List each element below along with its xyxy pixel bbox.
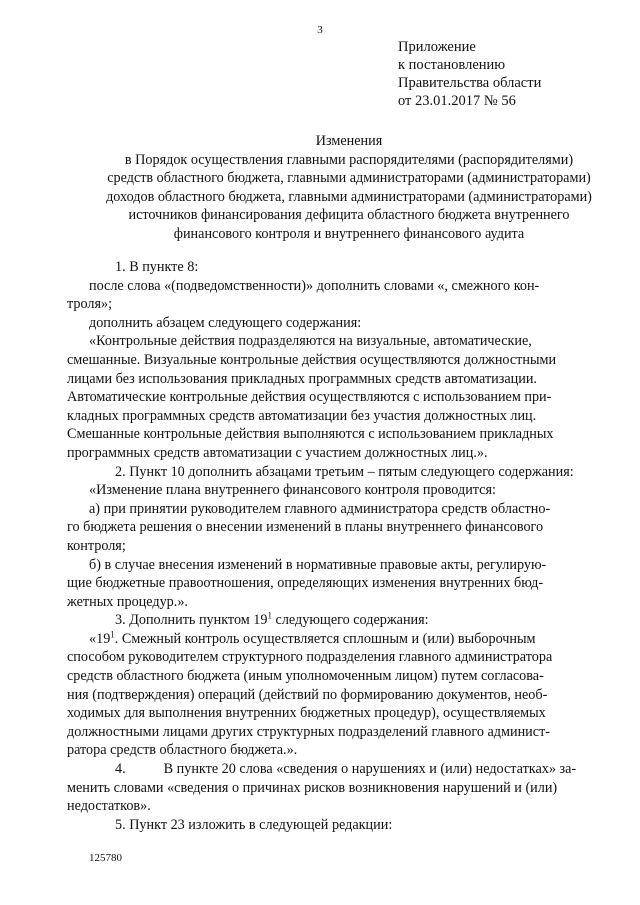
paragraph-1c: [67, 332, 617, 462]
text-line: смешанные. Визуальные контрольные действия осуществляются должностными: [67, 351, 557, 368]
paragraph-5: 5. Пункт 23 изложить в следующей редакции:: [115, 816, 393, 833]
text-line: способом руководителем структурного подразделения главного администратора: [67, 649, 553, 666]
text-fragment: «19: [89, 630, 111, 647]
paragraph-4: [67, 760, 617, 816]
text-line: а) при принятии руководителем главного администратора средств областно-: [89, 500, 551, 517]
title-line: средств областного бюджета, главными администраторами (администраторами): [107, 170, 591, 186]
text-line: «Контрольные действия подразделяются на визуальные, автоматические,: [89, 333, 532, 350]
text-line: программных средств автоматизации с участием должностных лиц.».: [67, 444, 488, 461]
title-line: в Порядок осуществления главными распорядителями (распорядителями): [124, 151, 574, 168]
title-line: доходов областного бюджета, главными администраторами (администраторами): [106, 188, 592, 205]
document-code: 125780: [89, 852, 122, 864]
appendix-line: Правительства области: [398, 75, 542, 91]
text-line: должностными лицами других структурных подразделений главного админист-: [67, 723, 550, 740]
page-number: 3: [317, 24, 323, 36]
text-line: ния (подтверждения) операций (действий по формированию документов, необ-: [67, 686, 548, 703]
paragraph-3: [89, 611, 617, 630]
title-line: источников финансирования дефицита областного бюджета внутреннего: [128, 207, 570, 223]
text-fragment: В пункте 20 слова «сведения о нарушениях и (или) недостатках» за-: [163, 761, 577, 778]
paragraph-3a: [67, 630, 617, 760]
text-line: б) в случае внесения изменений в нормативные правовые акты, регулирую-: [89, 556, 547, 573]
paragraph-1b: дополнить абзацем следующего содержания:: [89, 314, 362, 331]
text-fragment: 3. Дополнить пунктом 19: [115, 612, 268, 629]
text-line: Автоматические контрольные действия осуществляются с использованием при-: [67, 389, 552, 406]
paragraph-2b: [67, 500, 617, 556]
text-line: ходимых для выполнения внутренних бюджетных процедур), осуществляемых: [67, 705, 546, 722]
appendix-line: к постановлению: [398, 57, 506, 73]
document-body: [67, 258, 617, 834]
text-line: [67, 760, 617, 779]
paragraph-2a: «Изменение плана внутреннего финансового контроля проводится:: [89, 482, 496, 499]
text-line: жетных процедур.».: [67, 593, 188, 610]
superscript: 1: [110, 629, 115, 640]
appendix-header: [398, 38, 618, 110]
text-line: лицами без использования прикладных программных средств автоматизации.: [67, 370, 537, 387]
text-line: го бюджета решения о внесении изменений в планы внутреннего финансового: [67, 519, 544, 536]
appendix-line: от 23.01.2017 № 56: [398, 93, 516, 109]
paragraph-2: 2. Пункт 10 дополнить абзацами третьим – пятым следующего содержания:: [115, 463, 574, 480]
text-line: щие бюджетные правоотношения, определяющих изменения внутренних бюд-: [67, 575, 544, 592]
appendix-line: Приложение: [398, 39, 476, 55]
text-fragment: . Смежный контроль осуществляется сплошным и (или) выборочным: [114, 630, 536, 647]
text-line: средств областного бюджета (иным уполномоченным лицом) путем согласова-: [67, 668, 544, 685]
text-line: недостатков».: [67, 798, 151, 815]
text-line: [67, 630, 617, 649]
title-line: финансового контроля и внутреннего финансового аудита: [173, 225, 525, 242]
text-line: после слова «(подведомственности)» дополнить словами «, смежного кон-: [89, 277, 540, 294]
text-fragment: следующего содержания:: [271, 612, 429, 629]
text-line: Смешанные контрольные действия выполняются с использованием прикладных: [67, 426, 554, 443]
document-title: [80, 132, 618, 243]
paragraph-2c: [67, 556, 617, 612]
paragraph-1a-end: троля»;: [67, 296, 113, 313]
title-line: Изменения: [315, 133, 383, 149]
text-line: контроля;: [67, 537, 126, 554]
paragraph-1: 1. В пункте 8:: [115, 259, 199, 275]
text-line: кладных программных средств автоматизации без участия должностных лиц.: [67, 407, 537, 424]
text-line: менить словами «сведения о причинах рисков возникновения нарушений и (или): [67, 779, 558, 796]
superscript: 1: [267, 610, 272, 621]
paragraph-number: 4.: [115, 761, 126, 778]
text-line: ратора средств областного бюджета.».: [67, 742, 298, 759]
paragraph-1a: [89, 277, 617, 296]
